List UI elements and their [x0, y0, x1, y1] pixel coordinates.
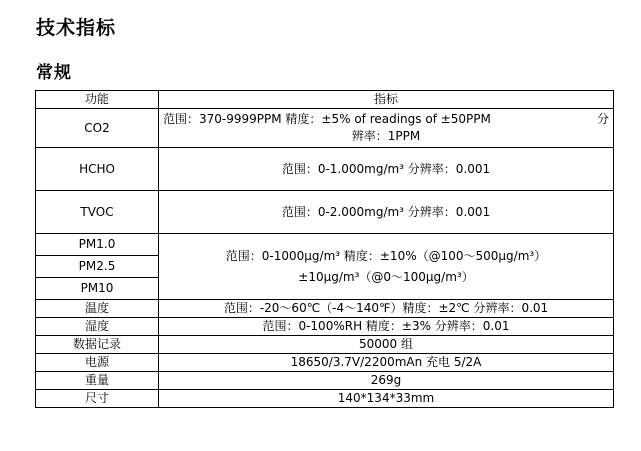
row-label-pm1: PM1.0 — [36, 234, 159, 256]
row-label-humidity: 湿度 — [36, 318, 159, 336]
table-row — [36, 191, 614, 234]
spec-table — [35, 90, 614, 408]
header-function: 功能 — [36, 91, 159, 109]
row-value-data-log: 50000 组 — [159, 336, 614, 354]
row-label-size: 尺寸 — [36, 390, 159, 408]
header-spec: 指标 — [159, 91, 614, 109]
pm-line2: ±10μg/m³（@0～100μg/m³） — [298, 269, 474, 284]
row-label-pm10: PM10 — [36, 278, 159, 300]
table-row — [36, 234, 614, 256]
co2-line2: 辨率：1PPM — [351, 129, 421, 143]
table-row — [36, 300, 614, 318]
table-header-row — [36, 91, 614, 109]
row-label-co2: CO2 — [36, 109, 159, 148]
row-value-size: 140*134*33mm — [159, 390, 614, 408]
section-title: 常规 — [36, 63, 72, 83]
row-value-co2 — [159, 109, 614, 148]
row-value-pm — [159, 234, 614, 300]
row-label-hcho: HCHO — [36, 148, 159, 191]
row-label-tvoc: TVOC — [36, 191, 159, 234]
row-label-data-log: 数据记录 — [36, 336, 159, 354]
table-row — [36, 390, 614, 408]
row-value-humidity: 范围：0-100%RH 精度：±3% 分辨率：0.01 — [159, 318, 614, 336]
row-value-tvoc: 范围：0-2.000mg/m³ 分辨率：0.001 — [159, 191, 614, 234]
table-row — [36, 148, 614, 191]
row-value-weight: 269g — [159, 372, 614, 390]
row-value-temperature: 范围：-20～60℃（-4～140℉）精度：±2℃ 分辨率：0.01 — [159, 300, 614, 318]
row-label-pm25: PM2.5 — [36, 256, 159, 278]
table-row — [36, 336, 614, 354]
table-row — [36, 354, 614, 372]
table-row — [36, 372, 614, 390]
co2-line1-tail: 分 — [596, 112, 609, 126]
table-row — [36, 318, 614, 336]
row-label-power: 电源 — [36, 354, 159, 372]
table-row — [36, 109, 614, 148]
row-value-hcho: 范围：0-1.000mg/m³ 分辨率：0.001 — [159, 148, 614, 191]
row-label-temperature: 温度 — [36, 300, 159, 318]
page-title: 技术指标 — [36, 17, 117, 39]
row-value-power: 18650/3.7V/2200mAn 充电 5/2A — [159, 354, 614, 372]
row-label-weight: 重量 — [36, 372, 159, 390]
co2-line1: 范围：370-9999PPM 精度：±5% of readings of ±50PPM — [163, 112, 491, 126]
pm-line1: 范围：0-1000μg/m³ 精度：±10%（@100～500μg/m³） — [225, 248, 547, 263]
